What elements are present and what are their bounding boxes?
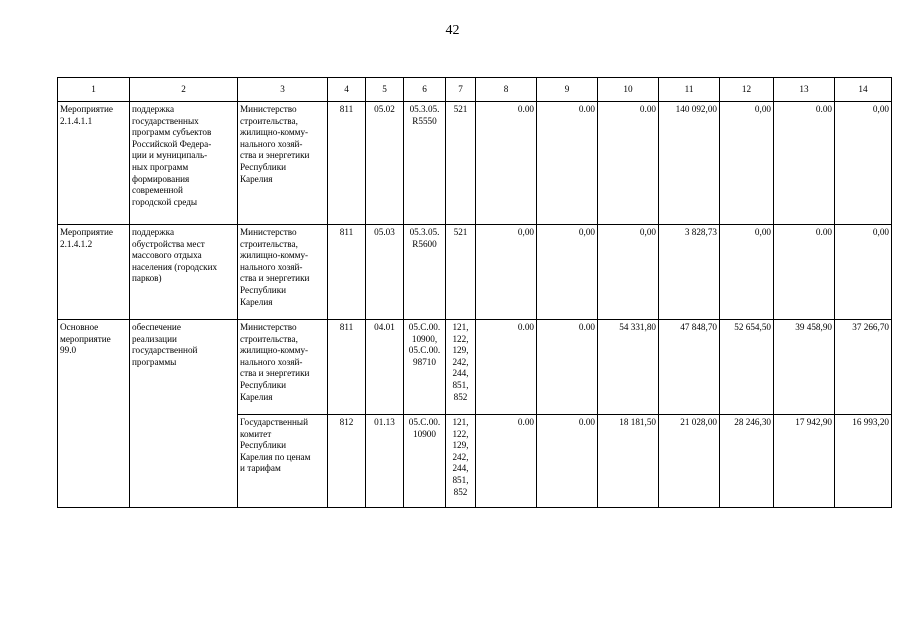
executor-cell: Министерство строительства, жилищно-комму- нального хозяй- ства и энергетики Республики Карелия bbox=[238, 225, 328, 320]
value-cell: 0,00 bbox=[720, 102, 774, 225]
measure-description-cell: обеспечение реализации государственной программы bbox=[130, 320, 238, 508]
grbs-cell: 811 bbox=[328, 320, 366, 415]
value-cell: 28 246,30 bbox=[720, 415, 774, 508]
value-cell: 47 848,70 bbox=[659, 320, 720, 415]
value-cell: 37 266,70 bbox=[835, 320, 892, 415]
value-cell: 0,00 bbox=[537, 225, 598, 320]
rzpr-cell: 04.01 bbox=[366, 320, 404, 415]
executor-cell: Государственный комитет Республики Карелия по ценам и тарифам bbox=[238, 415, 328, 508]
measure-description-cell: поддержка обустройства мест массового отдыха населения (городских парков) bbox=[130, 225, 238, 320]
header-cell: 11 bbox=[659, 78, 720, 102]
value-cell: 0.00 bbox=[774, 102, 835, 225]
value-cell: 16 993,20 bbox=[835, 415, 892, 508]
table-row bbox=[58, 102, 892, 225]
page-number: 42 bbox=[445, 23, 460, 38]
csr-cell: 05.С.00. 10900 bbox=[404, 415, 446, 508]
value-cell: 0.00 bbox=[537, 320, 598, 415]
rzpr-cell: 05.02 bbox=[366, 102, 404, 225]
header-cell: 12 bbox=[720, 78, 774, 102]
rzpr-cell: 05.03 bbox=[366, 225, 404, 320]
header-cell: 2 bbox=[130, 78, 238, 102]
value-cell: 21 028,00 bbox=[659, 415, 720, 508]
table-row bbox=[58, 225, 892, 320]
value-cell: 0,00 bbox=[835, 102, 892, 225]
header-cell: 8 bbox=[476, 78, 537, 102]
value-cell: 0.00 bbox=[476, 102, 537, 225]
value-cell: 0,00 bbox=[835, 225, 892, 320]
csr-cell: 05.3.05. R5600 bbox=[404, 225, 446, 320]
value-cell: 0.00 bbox=[774, 225, 835, 320]
csr-cell: 05.3.05. R5550 bbox=[404, 102, 446, 225]
header-cell: 14 bbox=[835, 78, 892, 102]
measure-name-cell: Мероприятие 2.1.4.1.1 bbox=[58, 102, 130, 225]
value-cell: 3 828,73 bbox=[659, 225, 720, 320]
grbs-cell: 812 bbox=[328, 415, 366, 508]
vr-cell: 121, 122, 129, 242, 244, 851, 852 bbox=[446, 415, 476, 508]
vr-cell: 521 bbox=[446, 102, 476, 225]
value-cell: 0.00 bbox=[476, 320, 537, 415]
measure-name-cell: Основное мероприятие 99.0 bbox=[58, 320, 130, 508]
header-cell: 6 bbox=[404, 78, 446, 102]
value-cell: 0.00 bbox=[537, 415, 598, 508]
header-cell: 3 bbox=[238, 78, 328, 102]
header-cell: 7 bbox=[446, 78, 476, 102]
vr-cell: 121, 122, 129, 242, 244, 851, 852 bbox=[446, 320, 476, 415]
header-cell: 1 bbox=[58, 78, 130, 102]
value-cell: 52 654,50 bbox=[720, 320, 774, 415]
value-cell: 0,00 bbox=[720, 225, 774, 320]
value-cell: 140 092,00 bbox=[659, 102, 720, 225]
csr-cell: 05.С.00. 10900, 05.С.00. 98710 bbox=[404, 320, 446, 415]
vr-cell: 521 bbox=[446, 225, 476, 320]
header-cell: 9 bbox=[537, 78, 598, 102]
executor-cell: Министерство строительства, жилищно-комму- нального хозяй- ства и энергетики Республики Карелия bbox=[238, 102, 328, 225]
header-cell: 5 bbox=[366, 78, 404, 102]
header-cell: 13 bbox=[774, 78, 835, 102]
value-cell: 18 181,50 bbox=[598, 415, 659, 508]
table-header-row bbox=[58, 78, 892, 102]
table-row bbox=[58, 320, 892, 415]
executor-cell: Министерство строительства, жилищно-комму- нального хозяй- ства и энергетики Республики Карелия bbox=[238, 320, 328, 415]
measure-name-cell: Мероприятие 2.1.4.1.2 bbox=[58, 225, 130, 320]
rzpr-cell: 01.13 bbox=[366, 415, 404, 508]
value-cell: 0.00 bbox=[598, 102, 659, 225]
grbs-cell: 811 bbox=[328, 225, 366, 320]
value-cell: 0,00 bbox=[598, 225, 659, 320]
value-cell: 0.00 bbox=[537, 102, 598, 225]
header-cell: 4 bbox=[328, 78, 366, 102]
value-cell: 0,00 bbox=[476, 225, 537, 320]
header-cell: 10 bbox=[598, 78, 659, 102]
budget-table bbox=[57, 77, 892, 508]
value-cell: 17 942,90 bbox=[774, 415, 835, 508]
value-cell: 39 458,90 bbox=[774, 320, 835, 415]
value-cell: 54 331,80 bbox=[598, 320, 659, 415]
value-cell: 0.00 bbox=[476, 415, 537, 508]
grbs-cell: 811 bbox=[328, 102, 366, 225]
measure-description-cell: поддержка государственных программ субъектов Российской Федера- ции и муниципаль- ных программ формирования современной городской среды bbox=[130, 102, 238, 225]
